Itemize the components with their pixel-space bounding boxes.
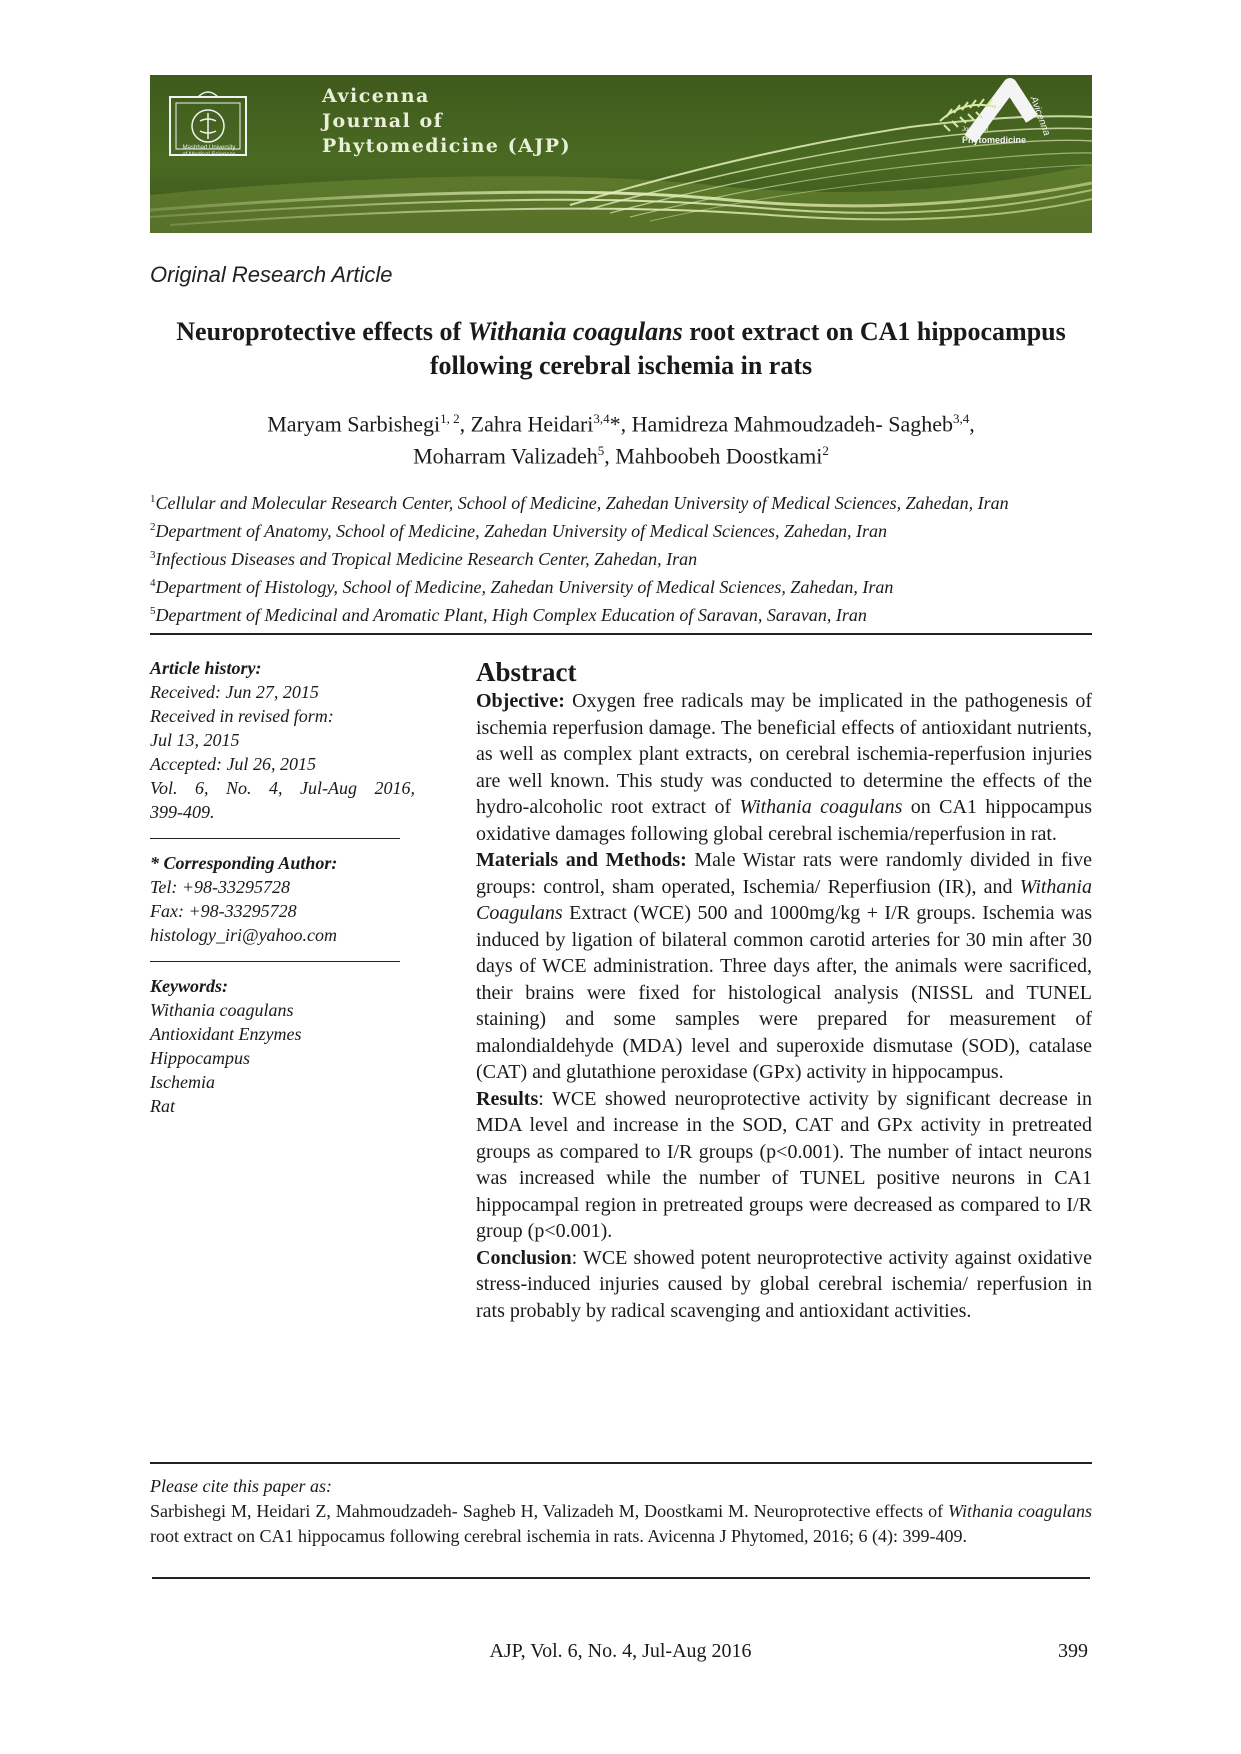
journal-name-line-3: Phytomedicine (AJP) xyxy=(322,135,572,157)
history-line: Accepted: Jul 26, 2015 xyxy=(150,754,316,774)
author-name: Zahra Heidari xyxy=(470,411,594,437)
affiliation-mark: 2 xyxy=(150,521,156,533)
article-history xyxy=(150,656,415,824)
keyword-item: Ischemia xyxy=(150,1072,215,1092)
keywords-heading: Keywords: xyxy=(150,976,228,996)
journal-name-line-1: Avicenna xyxy=(322,85,430,107)
affiliation-text: Department of Anatomy, School of Medicine, Zahedan University of Medical Sciences, Zahedan, Iran xyxy=(155,521,888,541)
title-species: Withania coagulans xyxy=(467,317,683,346)
objective-text: on CA1 hippocampus oxidative damages following global cerebral ischemia/reperfusion in rat. xyxy=(476,796,1092,845)
affiliation-mark: 3 xyxy=(150,549,156,561)
citation-block xyxy=(150,1474,1092,1549)
affiliation-list xyxy=(150,487,1080,627)
title-part-1: Neuroprotective effects of xyxy=(176,317,468,346)
objective-species: Withania coagulans xyxy=(739,796,903,818)
history-line: 399-409. xyxy=(150,802,215,822)
affiliation-text: Department of Medicinal and Aromatic Plant, High Complex Education of Saravan, Saravan, Iran xyxy=(155,605,867,625)
history-line: Jul 13, 2015 xyxy=(150,730,240,750)
corresponding-line: Fax: +98-33295728 xyxy=(150,901,297,921)
logo-caption-small: Journal of xyxy=(962,127,989,133)
affiliation-item xyxy=(150,543,1080,571)
methods-text: Male Wistar rats were randomly divided in five groups: control, sham operated, Ischemia/ Reperfiusion (IR), and xyxy=(476,849,1092,898)
logo-brand: Avicenna xyxy=(1027,95,1053,138)
methods-species: Withania Coagulans xyxy=(476,875,1092,924)
citation-top-divider xyxy=(150,1462,1092,1464)
citation-text xyxy=(150,1499,1092,1549)
author-affiliation-mark: 1, 2 xyxy=(440,411,460,426)
author-separator: , xyxy=(604,443,616,469)
history-line: Received in revised form: xyxy=(150,706,334,726)
history-line: Vol. 6, No. 4, Jul-Aug 2016, xyxy=(150,778,415,798)
author-affiliation-mark: 3,4 xyxy=(593,411,610,426)
keyword-item: Rat xyxy=(150,1096,175,1116)
affiliation-mark: 5 xyxy=(150,605,156,617)
corresponding-heading: * Corresponding Author: xyxy=(150,853,338,873)
affiliation-item xyxy=(150,515,1080,543)
author-name: Moharram Valizadeh xyxy=(413,443,598,469)
abstract-results xyxy=(476,1086,1092,1245)
citation-text-part: Sarbishegi M, Heidari Z, Mahmoudzadeh- Sagheb H, Valizadeh M, Doostkami M. Neuroprotective effects of xyxy=(150,1501,949,1521)
citation-species: Withania coagulans xyxy=(948,1501,1093,1521)
history-line: Received: Jun 27, 2015 xyxy=(150,682,319,702)
keyword-item: Withania coagulans xyxy=(150,1000,294,1020)
affiliation-item xyxy=(150,599,1080,627)
abstract-section xyxy=(476,656,1092,1324)
paper-title xyxy=(150,315,1092,383)
conclusion-text: : WCE showed potent neuroprotective activity against oxidative stress-induced injuries caused by global cerebral ischemia/ reperfusion in rats probably by radical scavenging and antioxidant activities. xyxy=(476,1246,1092,1322)
sidebar-divider xyxy=(150,961,400,962)
affiliation-mark: 1 xyxy=(150,493,156,505)
banner-artwork xyxy=(150,75,1092,233)
journal-name-line-2: Journal of xyxy=(322,110,444,132)
author-separator: , xyxy=(969,411,975,437)
university-label-2: of Medical Sciences xyxy=(182,152,236,158)
author-affiliation-mark: 3,4 xyxy=(953,411,970,426)
results-label: Results xyxy=(476,1087,539,1110)
title-part-2: root extract on CA1 hippocampus following cerebral ischemia in rats xyxy=(429,317,1066,380)
methods-label: Materials and Methods: xyxy=(476,849,687,871)
affiliation-text: Infectious Diseases and Tropical Medicine Research Center, Zahedan, Iran xyxy=(155,549,698,569)
logo-caption: Phytomedicine xyxy=(962,135,1027,145)
article-info-sidebar xyxy=(150,656,415,1132)
abstract-conclusion xyxy=(476,1245,1092,1325)
journal-banner xyxy=(150,75,1092,233)
article-type-label: Original Research Article xyxy=(150,262,393,287)
history-heading: Article history: xyxy=(150,658,262,678)
sidebar-divider xyxy=(150,838,400,839)
affiliation-item xyxy=(150,487,1080,515)
citation-lead: Please cite this paper as: xyxy=(150,1476,332,1496)
author-affiliation-mark: 5 xyxy=(597,443,605,459)
keyword-item: Hippocampus xyxy=(150,1048,250,1068)
author-name: Mahboobeh Doostkami xyxy=(615,443,823,469)
author-affiliation-mark: 2 xyxy=(822,443,829,459)
author-separator: , xyxy=(459,411,471,437)
methods-text: Extract (WCE) 500 and 1000mg/kg + I/R groups. Ischemia was induced by ligation of bilateral common carotid arteries for 30 min after 30 days of WCE administration. Three days after, the animals were sacrificed, their brains were fixed for histological analysis (NISSL and TUNEL staining) and some samples were prepared for measurement of malondialdehyde (MDA) level and superoxide dismutase (SOD), catalase (CAT) and glutathione peroxidase (GPx) activity in hippocampus. xyxy=(476,902,1092,1083)
abstract-methods xyxy=(476,847,1092,1086)
affiliation-divider xyxy=(150,633,1092,635)
affiliation-text: Cellular and Molecular Research Center, School of Medicine, Zahedan University of Medical Sciences, Zahedan, Iran xyxy=(155,493,1009,513)
results-text: : WCE showed neuroprotective activity by significant decrease in MDA level and increase in the SOD, CAT and GPx activity in pretreated groups as compared to I/R groups (p<0.001). The number of intact neurons was increased while the number of TUNEL positive neurons in CA1 hippocampal region in pretreated groups were decreased as compared to I/R group (p<0.001). xyxy=(476,1087,1092,1242)
page-number: 399 xyxy=(1058,1640,1088,1662)
corresponding-email[interactable]: histology_iri@yahoo.com xyxy=(150,925,338,945)
affiliation-mark: 4 xyxy=(150,577,156,589)
keyword-item: Antioxidant Enzymes xyxy=(150,1024,302,1044)
citation-bottom-divider xyxy=(152,1577,1090,1579)
affiliation-text: Department of Histology, School of Medicine, Zahedan University of Medical Sciences, Zahedan, Iran xyxy=(155,577,894,597)
keywords xyxy=(150,974,415,1118)
objective-text: Oxygen free radicals may be implicated in the pathogenesis of ischemia reperfusion damage. The beneficial effects of antioxidant nutrients, as well as complex plant extracts, on cerebral ischemia-reperfusion injuries are well known. This study was conducted to determine the effects of the hydro-alcoholic root extract of xyxy=(476,690,1092,818)
citation-text-part: root extract on CA1 hippocamus following cerebral ischemia in rats. Avicenna J Phytomed, 2016; 6 (4): 399-409. xyxy=(150,1526,967,1546)
corresponding-line: Tel: +98-33295728 xyxy=(150,877,290,897)
author-list xyxy=(150,405,1092,470)
objective-label: Objective: xyxy=(476,690,565,712)
author-name: Maryam Sarbishegi xyxy=(267,411,441,437)
university-label-1: Mashhad University xyxy=(182,145,236,151)
affiliation-item xyxy=(150,571,1080,599)
corresponding-author xyxy=(150,851,415,947)
abstract-objective xyxy=(476,688,1092,847)
author-name: Hamidreza Mahmoudzadeh- Sagheb xyxy=(631,411,953,437)
footer-journal-info: AJP, Vol. 6, No. 4, Jul-Aug 2016 xyxy=(489,1640,752,1662)
conclusion-label: Conclusion xyxy=(476,1246,572,1269)
abstract-heading: Abstract xyxy=(476,657,577,687)
author-separator: *, xyxy=(609,411,632,437)
